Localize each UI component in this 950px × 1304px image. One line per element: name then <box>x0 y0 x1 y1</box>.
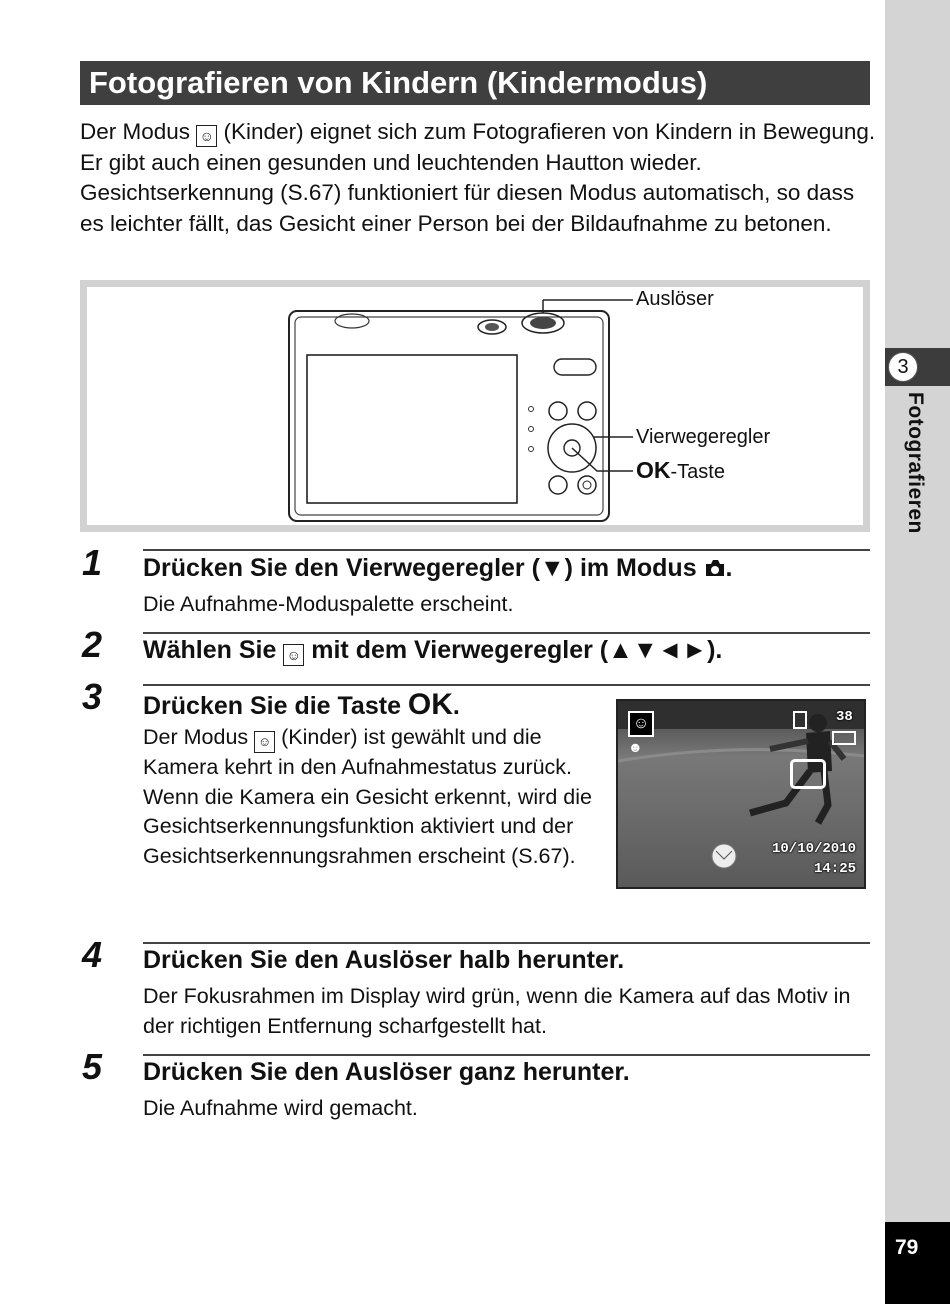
child-mode-icon: ☺ <box>628 711 654 737</box>
step-1-title-text: Drücken Sie den Vierwegeregler (▼) im Modus <box>143 554 704 582</box>
battery-icon <box>832 731 856 745</box>
chapter-number: 3 <box>888 352 918 382</box>
chapter-sidebar <box>885 0 950 1304</box>
step-3-title-end: . <box>452 692 460 720</box>
step-3-body <box>143 723 593 871</box>
ok-symbol: OK <box>636 457 671 483</box>
step-3-body-rest: (Kinder) ist gewählt und die Kamera kehrt in den Aufnahmestatus zurück. Wenn die Kamera ein Gesicht erkennt, wird die Gesichtserkennungsfunktion aktiviert und der Gesichtserkennungsrahmen erscheint (S.67). <box>143 725 592 868</box>
step-2-rule <box>143 632 870 634</box>
step-1-number: 1 <box>82 542 103 583</box>
step-5-body: Die Aufnahme wird gemacht. <box>143 1096 418 1120</box>
step-5-rule <box>143 1054 870 1056</box>
shots-remaining: 38 <box>836 709 853 725</box>
child-mode-icon: ☺ <box>254 731 275 753</box>
page-number: 79 <box>895 1236 919 1259</box>
page-number-box <box>885 1222 950 1304</box>
ok-label-suffix: -Taste <box>670 461 725 483</box>
step-3-body-start: Der Modus <box>143 725 255 749</box>
lcd-screen-photo <box>616 699 866 889</box>
camera-icon <box>704 554 726 582</box>
step-4-title: Drücken Sie den Auslöser halb herunter. <box>143 946 625 974</box>
memory-card-icon <box>793 711 807 729</box>
step-4-number: 4 <box>82 934 103 975</box>
step-5-number: 5 <box>82 1046 103 1087</box>
step-1-rule <box>143 549 870 551</box>
label-shutter: Auslöser <box>636 288 714 310</box>
child-kicking-ball-photo <box>618 701 864 887</box>
face-detection-frame <box>790 759 826 789</box>
label-four-way-dial: Vierwegeregler <box>636 426 771 448</box>
step-1-body: Die Aufnahme-Moduspalette erscheint. <box>143 592 514 616</box>
step-3-title <box>143 688 460 722</box>
step-5-title: Drücken Sie den Auslöser ganz herunter. <box>143 1058 630 1086</box>
step-4-rule <box>143 942 870 944</box>
ok-symbol: OK <box>407 688 453 721</box>
step-3-rule <box>143 684 870 686</box>
camera-figure-panel <box>87 287 863 525</box>
intro-text-rest: (Kinder) eignet sich zum Fotografieren von Kindern in Bewegung. Er gibt auch einen gesunden und leuchtenden Hautton wieder. Gesichtserkennung (S.67) funktioniert für diesen Modus automatisch, so dass es leichter fällt, das Gesicht einer Person bei der Bildaufnahme zu betonen. <box>80 119 876 236</box>
date-display: 10/10/2010 <box>772 841 857 857</box>
face-detect-icon: ☻ <box>628 739 643 755</box>
step-2-title-start: Wählen Sie <box>143 636 284 664</box>
chapter-label: Fotografieren <box>904 392 927 534</box>
step-2-title <box>143 636 722 666</box>
step-4-body: Der Fokusrahmen im Display wird grün, wenn die Kamera auf das Motiv in der richtigen Entfernung scharfgestellt hat. <box>143 984 851 1038</box>
time-display: 14:25 <box>814 861 857 877</box>
child-mode-icon: ☺ <box>283 644 304 666</box>
step-2-number: 2 <box>82 624 103 665</box>
step-1-title-end: . <box>725 554 733 582</box>
camera-figure <box>80 280 870 532</box>
page-title: Fotografieren von Kindern (Kindermodus) <box>89 65 708 100</box>
camera-back-illustration <box>87 287 863 525</box>
intro-paragraph <box>80 117 880 239</box>
step-2-title-end: mit dem Vierwegeregler (▲▼◄►). <box>304 636 723 664</box>
child-mode-icon: ☺ <box>196 125 217 147</box>
intro-text-start: Der Modus <box>80 119 197 144</box>
section-title-bar <box>80 61 870 105</box>
label-ok-button <box>636 457 725 484</box>
step-3-number: 3 <box>82 676 103 717</box>
step-1-title <box>143 554 733 583</box>
step-3-title-start: Drücken Sie die Taste <box>143 692 408 720</box>
